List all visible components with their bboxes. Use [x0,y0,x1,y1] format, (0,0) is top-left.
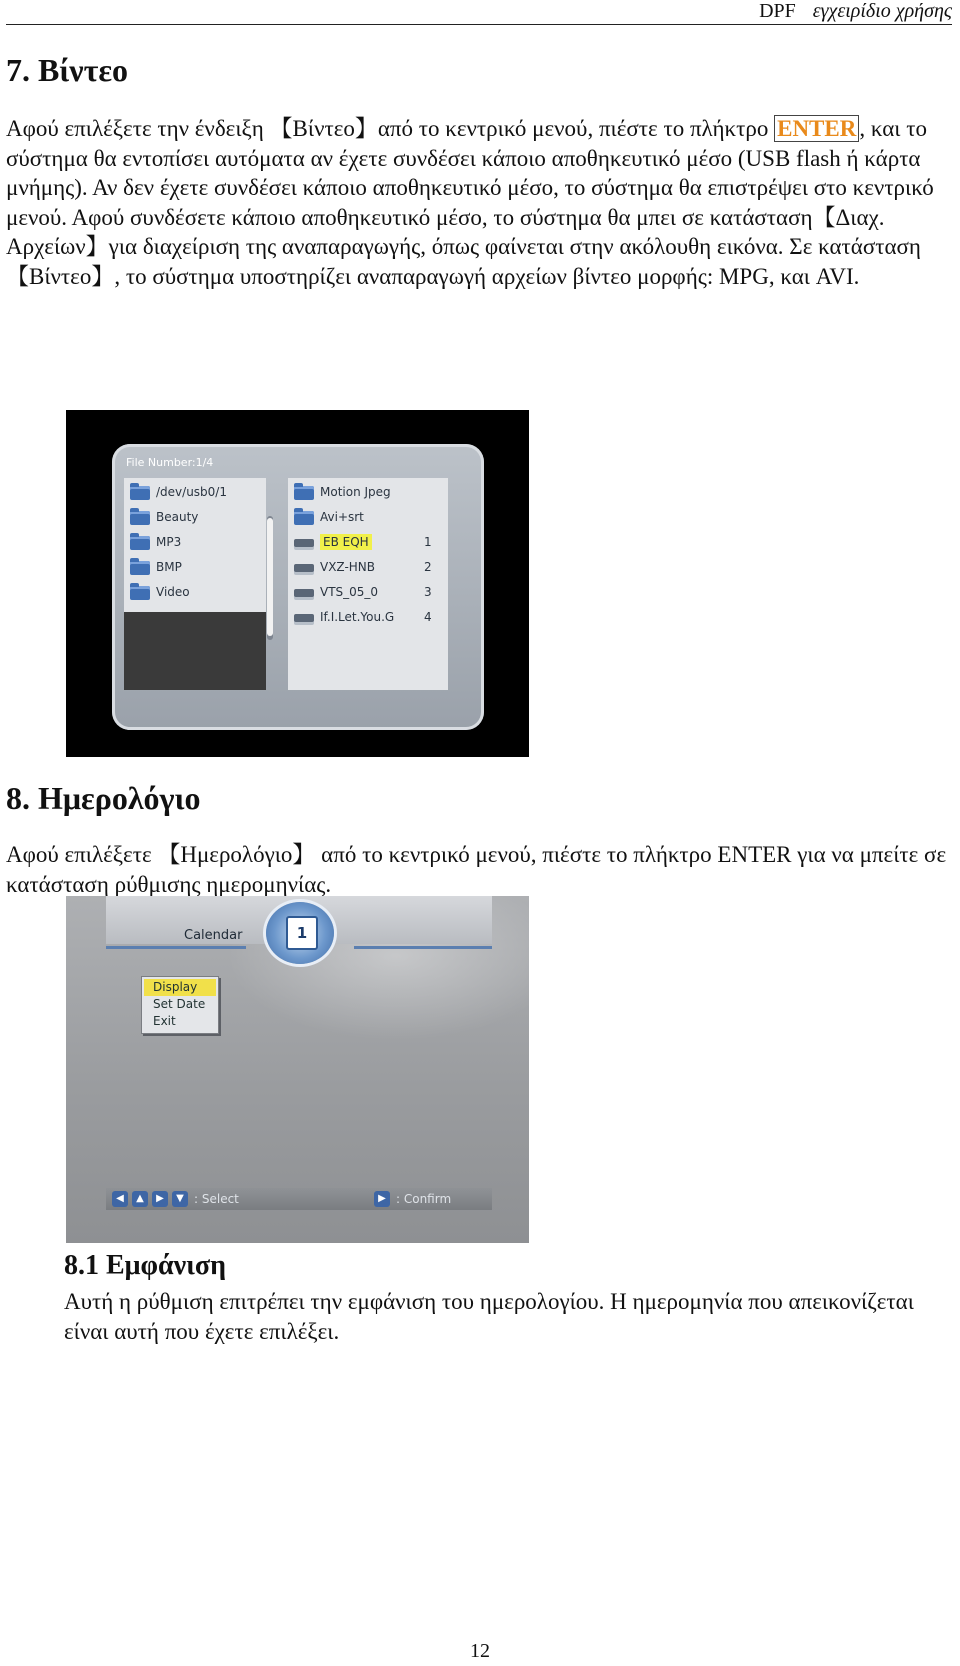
folder-scrollbar[interactable] [267,516,273,640]
section-7-paragraph [6,114,956,291]
header-doc-name: DPF [759,0,796,22]
page-header [6,0,952,25]
arrow-right-icon: ▶ [152,1191,168,1207]
left-item-beauty[interactable] [130,506,198,528]
video-file-icon [294,539,314,547]
section-8-1-paragraph: Αυτή η ρύθμιση επιτρέπει την εμφάνιση του ημερολογίου. Η ημερομηνία που απεικονίζεται είναι αυτή που έχετε επιλέξει. [64,1289,914,1344]
arrow-down-icon: ▼ [172,1191,188,1207]
calendar-hint-bar [106,1188,492,1210]
section-7-heading: 7. Βίντεο [6,52,128,88]
file-item[interactable] [294,581,444,603]
header-title: εγχειρίδιο χρήσης [812,0,952,22]
folder-icon [130,536,150,550]
left-item-label: Video [156,585,190,599]
page-number: 12 [470,1640,490,1662]
file-item-label: If.I.Let.You.G [320,610,395,624]
calendar-icon: 1 [286,916,318,950]
video-file-icon [294,614,314,622]
left-item-usb[interactable] [130,481,227,503]
calendar-menu [141,976,219,1034]
section-7-text-end: , και το σύστημα θα εντοπίσει αυτόματα αν έχετε συνδέσει κάποιο αποθηκευτικό μέσο (USB flash ή κάρτα μνήμης). Αν δεν έχετε συνδέσει κάποιο αποθηκευτικό μέσο, το σύστημα θα επιστρέψει στο κεντρικό μενού. Αφού συνδέσετε κάποιο αποθηκευτικό μέσο, το σύστημα θα μπει σε κατάσταση【Διαχ. Αρχείων】για διαχείριση της αναπαραγωγής, όπως φαίνεται στην ακόλουθη εικόνα. Σε κατάσταση 【Βίντεο】, το σύστημα υποστηρίζει αναπαραγωγή αρχείων βίντεο μορφής: MPG, και AVI. [6,116,934,289]
confirm-hint: : Confirm [396,1192,452,1206]
file-item-number: 2 [424,560,432,574]
section-8-heading: 8. Ημερολόγιο [6,780,201,816]
file-item-label: EB EQH [320,534,372,550]
file-list [288,478,448,690]
video-preview-area [124,612,266,690]
file-item-avi-srt[interactable] [294,506,364,528]
section-8-paragraph: Αφού επιλέξετε 【Ημερολόγιο】 από το κεντρικό μενού, πιέστε το πλήκτρο ENTER για να μπείτε σε κατάσταση ρύθμισης ημερομηνίας. [6,842,947,897]
folder-icon [294,486,314,500]
folder-tree-list [124,478,266,612]
scrollbar-thumb[interactable] [267,518,273,636]
file-item-label: Motion Jpeg [320,485,391,499]
left-item-video[interactable] [130,581,190,603]
left-item-label: Beauty [156,510,199,524]
menu-item-display[interactable]: Display [144,979,216,996]
menu-item-exit[interactable]: Exit [153,1014,176,1028]
folder-icon [130,511,150,525]
folder-icon [130,586,150,600]
enter-key-label: ENTER [774,115,859,142]
folder-icon [130,561,150,575]
file-number-label: File Number:1/4 [126,456,214,469]
title-line-right [354,946,492,949]
left-item-label: /dev/usb0/1 [156,485,227,499]
title-line-left [106,946,246,949]
section-7-text-start: Αφού επιλέξετε την ένδειξη 【Βίντεο】από το κεντρικό μενού, πιέστε το πλήκτρο [6,116,775,141]
video-file-icon [294,589,314,597]
file-item-number: 3 [424,585,432,599]
file-item[interactable] [294,556,444,578]
file-browser-screenshot [66,410,529,757]
file-item-label: VXZ-HNB [320,560,376,574]
file-item[interactable] [294,606,444,628]
file-item-selected[interactable] [294,531,444,553]
file-item-number: 1 [424,535,432,549]
select-hint: : Select [194,1192,239,1206]
left-item-label: MP3 [156,535,182,549]
arrow-left-icon: ◀ [112,1191,128,1207]
left-item-mp3[interactable] [130,531,181,553]
play-icon: ▶ [374,1191,390,1207]
file-browser-panel [112,444,484,730]
file-item-label: VTS_05_0 [320,585,379,599]
calendar-panel [66,896,529,1243]
menu-item-set-date[interactable]: Set Date [153,997,206,1011]
left-item-label: BMP [156,560,182,574]
video-file-icon [294,564,314,572]
file-item-motion-jpeg[interactable] [294,481,391,503]
file-item-label: Avi+srt [320,510,364,524]
calendar-title: Calendar [184,928,243,943]
file-item-number: 4 [424,610,432,624]
arrow-up-icon: ▲ [132,1191,148,1207]
section-8-1-heading: 8.1 Εμφάνιση [64,1250,226,1281]
left-item-bmp[interactable] [130,556,182,578]
usb-drive-icon [130,486,150,500]
calendar-screenshot [66,896,529,1243]
calendar-badge [266,902,334,964]
folder-icon [294,511,314,525]
